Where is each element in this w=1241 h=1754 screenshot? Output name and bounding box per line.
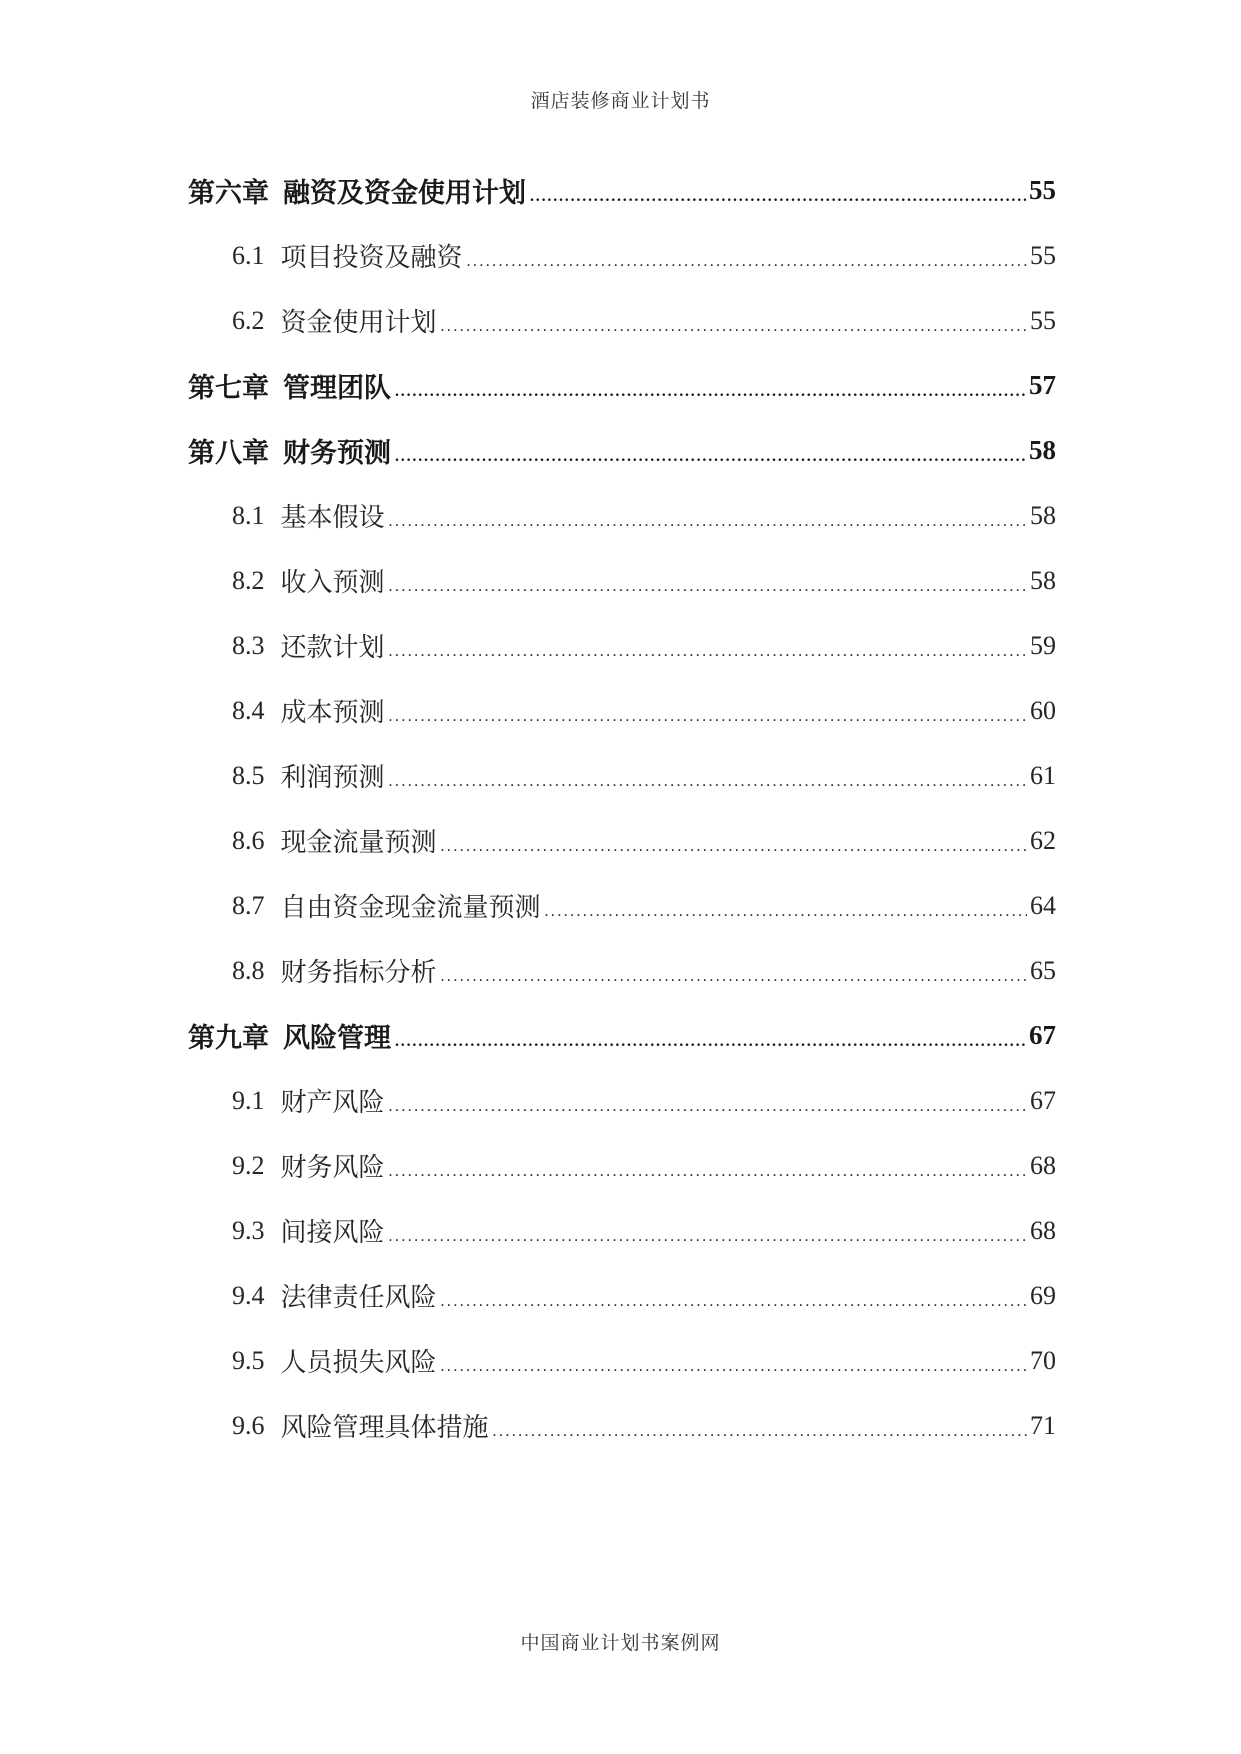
toc-chapter-9[interactable] (0, 1003, 1241, 1068)
toc-title: 成本预测 (280, 698, 385, 727)
toc-page-number: 57 (1029, 370, 1056, 400)
toc-page-number: 62 (1030, 825, 1056, 855)
toc-number: 第九章 (188, 1023, 269, 1053)
toc-dot-leader (395, 449, 1026, 483)
toc-page-number: 69 (1030, 1280, 1056, 1310)
toc-page-number: 55 (1030, 305, 1056, 335)
toc-number: 6.2 (232, 305, 265, 335)
toc-title: 自由资金现金流量预测 (280, 893, 541, 922)
toc-section-8-7[interactable] (0, 873, 1241, 938)
toc-section-8-2[interactable] (0, 548, 1241, 613)
toc-section-9-5[interactable] (0, 1328, 1241, 1393)
toc-dot-leader (389, 1099, 1027, 1133)
toc-dot-leader (389, 1229, 1027, 1263)
toc-title: 财务预测 (283, 438, 391, 468)
toc-dot-leader (395, 384, 1026, 418)
toc-number: 9.5 (232, 1345, 265, 1375)
toc-page-number: 58 (1030, 565, 1056, 595)
toc-number: 8.8 (232, 955, 265, 985)
toc-section-8-3[interactable] (0, 613, 1241, 678)
table-of-contents (0, 158, 1241, 1458)
toc-page-number: 67 (1029, 1020, 1056, 1050)
toc-dot-leader (545, 904, 1027, 938)
toc-title: 间接风险 (280, 1218, 385, 1247)
toc-number: 9.4 (232, 1280, 265, 1310)
toc-title: 风险管理具体措施 (280, 1413, 489, 1442)
toc-number: 8.4 (232, 695, 265, 725)
toc-number: 6.1 (232, 240, 265, 270)
toc-number: 9.1 (232, 1085, 265, 1115)
toc-title: 人员损失风险 (280, 1348, 437, 1377)
toc-number: 第六章 (188, 178, 269, 208)
toc-section-8-6[interactable] (0, 808, 1241, 873)
toc-title: 法律责任风险 (280, 1283, 437, 1312)
toc-page-number: 68 (1030, 1150, 1056, 1180)
toc-number: 8.2 (232, 565, 265, 595)
toc-dot-leader (441, 1294, 1027, 1328)
toc-section-9-2[interactable] (0, 1133, 1241, 1198)
toc-title: 资金使用计划 (280, 308, 437, 337)
toc-page-number: 71 (1030, 1410, 1056, 1440)
toc-dot-leader (441, 839, 1027, 873)
toc-number: 8.5 (232, 760, 265, 790)
toc-section-8-1[interactable] (0, 483, 1241, 548)
toc-dot-leader (389, 579, 1027, 613)
toc-section-6-2[interactable] (0, 288, 1241, 353)
toc-page-number: 55 (1030, 240, 1056, 270)
toc-page-number: 55 (1029, 175, 1056, 205)
toc-number: 第七章 (188, 373, 269, 403)
toc-section-8-4[interactable] (0, 678, 1241, 743)
toc-section-9-6[interactable] (0, 1393, 1241, 1458)
toc-title: 风险管理 (283, 1023, 391, 1053)
toc-chapter-6[interactable] (0, 158, 1241, 223)
toc-number: 8.7 (232, 890, 265, 920)
toc-page-number: 60 (1030, 695, 1056, 725)
toc-section-9-4[interactable] (0, 1263, 1241, 1328)
toc-page-number: 64 (1030, 890, 1056, 920)
toc-section-8-8[interactable] (0, 938, 1241, 1003)
toc-dot-leader (441, 1359, 1027, 1393)
toc-section-9-1[interactable] (0, 1068, 1241, 1133)
toc-dot-leader (441, 969, 1027, 1003)
toc-title: 收入预测 (280, 568, 385, 597)
toc-section-9-3[interactable] (0, 1198, 1241, 1263)
toc-dot-leader (389, 644, 1027, 678)
toc-dot-leader (395, 1034, 1026, 1068)
toc-page-number: 61 (1030, 760, 1056, 790)
toc-section-8-5[interactable] (0, 743, 1241, 808)
toc-page-number: 58 (1029, 435, 1056, 465)
toc-dot-leader (389, 514, 1027, 548)
toc-number: 8.1 (232, 500, 265, 530)
toc-page-number: 65 (1030, 955, 1056, 985)
toc-title: 基本假设 (280, 503, 385, 532)
toc-dot-leader (389, 709, 1027, 743)
toc-number: 9.3 (232, 1215, 265, 1245)
toc-title: 利润预测 (280, 763, 385, 792)
toc-dot-leader (441, 319, 1027, 353)
toc-chapter-7[interactable] (0, 353, 1241, 418)
toc-page-number: 59 (1030, 630, 1056, 660)
toc-title: 现金流量预测 (280, 828, 437, 857)
toc-title: 财务风险 (280, 1153, 385, 1182)
toc-title: 管理团队 (283, 373, 391, 403)
toc-number: 8.3 (232, 630, 265, 660)
toc-number: 9.2 (232, 1150, 265, 1180)
toc-title: 还款计划 (280, 633, 385, 662)
toc-dot-leader (467, 254, 1027, 288)
toc-title: 项目投资及融资 (280, 243, 463, 272)
toc-section-6-1[interactable] (0, 223, 1241, 288)
toc-dot-leader (389, 1164, 1027, 1198)
toc-number: 9.6 (232, 1410, 265, 1440)
toc-page-number: 68 (1030, 1215, 1056, 1245)
toc-dot-leader (530, 189, 1026, 223)
toc-title: 融资及资金使用计划 (283, 178, 526, 208)
page-header: 酒店装修商业计划书 (530, 91, 711, 112)
toc-title: 财务指标分析 (280, 958, 437, 987)
toc-title: 财产风险 (280, 1088, 385, 1117)
toc-page-number: 67 (1030, 1085, 1056, 1115)
toc-chapter-8[interactable] (0, 418, 1241, 483)
toc-dot-leader (493, 1424, 1027, 1458)
toc-number: 第八章 (188, 438, 269, 468)
toc-page-number: 70 (1030, 1345, 1056, 1375)
page-footer: 中国商业计划书案例网 (520, 1633, 721, 1654)
toc-dot-leader (389, 774, 1027, 808)
toc-number: 8.6 (232, 825, 265, 855)
toc-page-number: 58 (1030, 500, 1056, 530)
